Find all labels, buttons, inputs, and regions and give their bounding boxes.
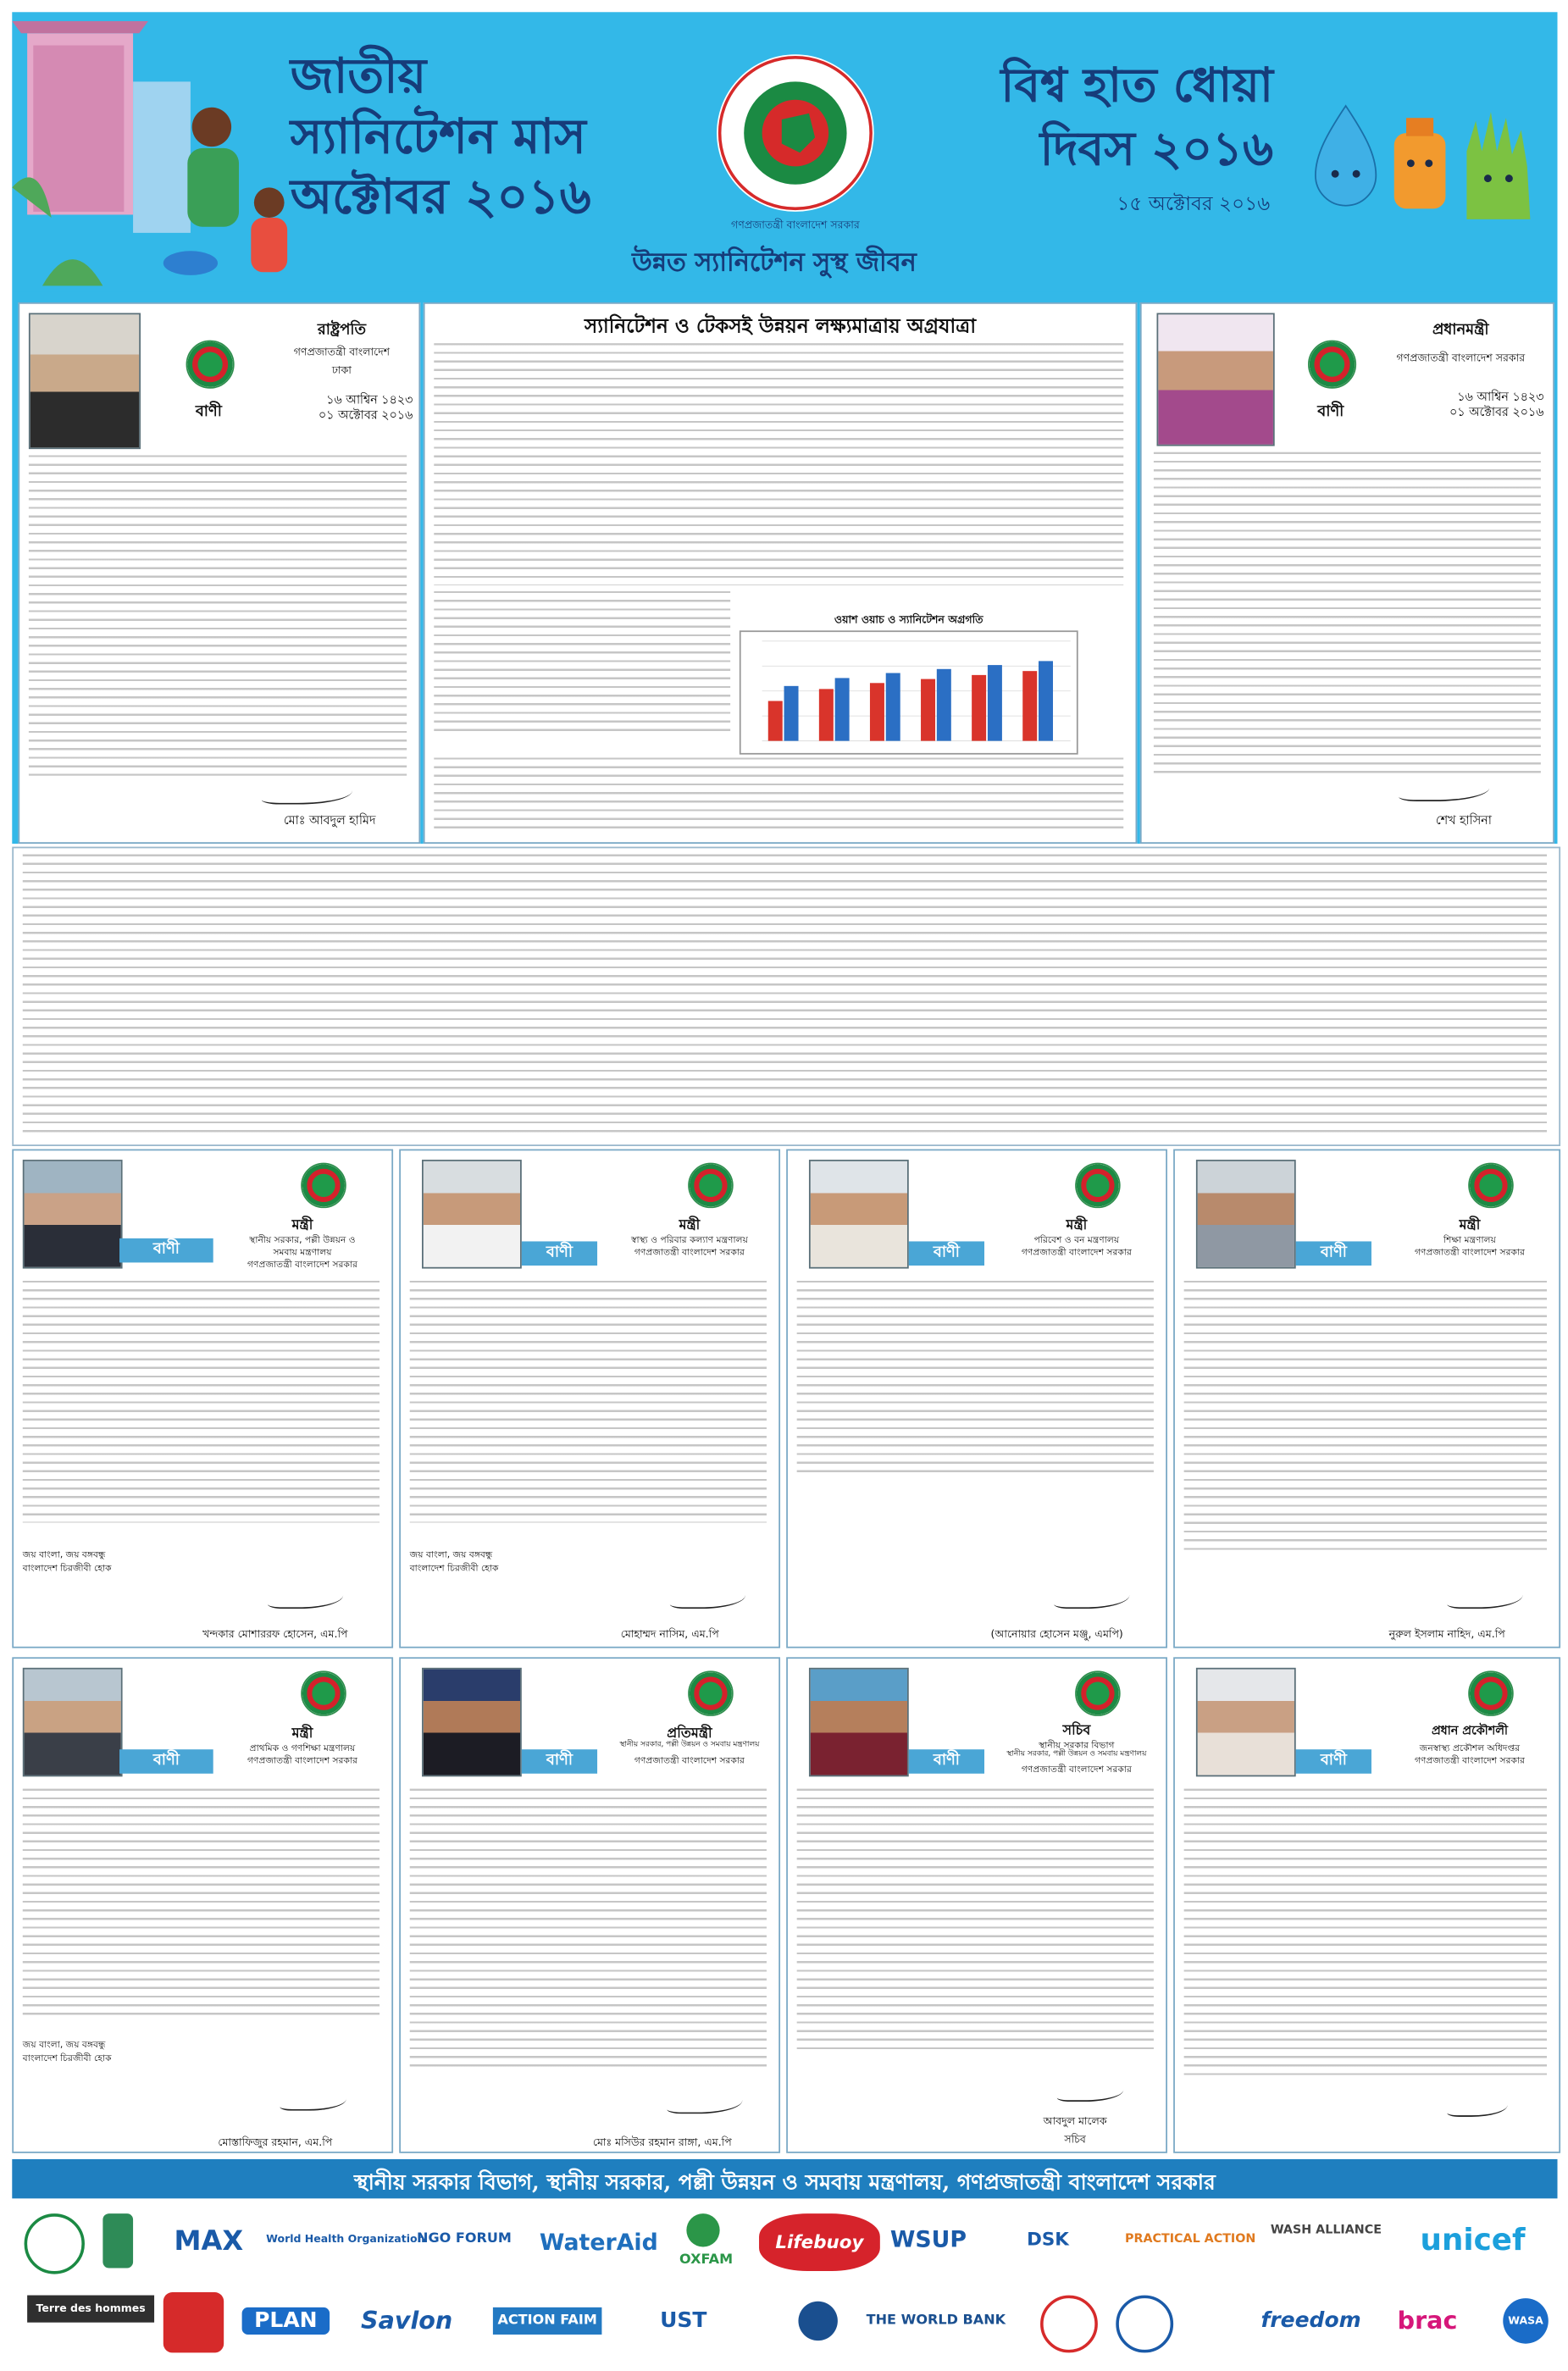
chart-bar [819,689,834,740]
president-message-body [29,455,407,775]
prime-minister-message-body [1154,452,1541,776]
minister-signature [1447,1586,1522,1609]
message-card-4 [1173,1149,1560,1648]
center-article [424,302,1138,844]
secretary-name: আবদুল মালেক [1043,2115,1107,2128]
chart-bar [972,675,986,741]
govt-seal-logo [25,2213,85,2274]
ministry-line-1: স্বাস্থ্য ও পরিবার কল্যাণ মন্ত্রণালয় [630,1235,748,1246]
partner-logo-mark [163,2292,224,2352]
closing-long-live: বাংলাদেশ চিরজীবী হোক [22,1563,112,1575]
closing-joy: জয় বাংলা, জয় বঙ্গবন্ধু [22,2039,106,2051]
president-date-2: ০১ অক্টোবর ২০১৬ [318,407,413,423]
ministry-logo [688,1163,734,1209]
minister-signature [1054,1586,1129,1609]
minister-photo [23,1668,123,1777]
partner-logo: WaterAid [539,2229,658,2257]
partner-logo: Lifebuoy [775,2231,864,2253]
secretary-photo [809,1668,909,1777]
chart-title: ওয়াশ ওয়াচ ও স্যানিটেশন অগ্রগতি [834,613,983,626]
president-message [18,302,420,844]
chart-bar [937,669,951,741]
chief-engineer-signature [1447,2097,1507,2117]
partner-logo: brac [1397,2306,1458,2335]
message-card-6 [399,1657,780,2152]
dphe-logo [103,2213,133,2268]
ministry-logo [1075,1670,1121,1716]
main-article-block [12,847,1560,1146]
minister-name: মোঃ মসিউর রহমান রাঙ্গা, এম.পি [592,2136,732,2149]
partner-logo: Terre des hommes [27,2296,154,2323]
ministry-logo [1468,1163,1514,1209]
message-body [23,1281,380,1523]
message-body [410,1281,767,1523]
bani-tag: বাণী [909,1241,984,1266]
slogan-text: উন্নত স্যানিটেশন সুস্থ জীবন [632,247,917,279]
prime-minister-date-2: ০১ অক্টোবর ২০১৬ [1449,405,1544,419]
message-body [797,1789,1154,2055]
prime-minister-title: প্রধানমন্ত্রী [1432,322,1489,339]
secretary-signature [1057,2082,1124,2102]
message-card-3 [786,1149,1167,1648]
ministry-logo [186,341,235,389]
minister-photo [1196,1160,1296,1269]
minister-title: মন্ত্রী [291,1218,313,1234]
partner-logo-mark [1116,2296,1173,2353]
closing-long-live: বাংলাদেশ চিরজীবী হোক [409,1563,499,1575]
progress-chart [740,613,1078,754]
ministry-line-2: গণপ্রজাতন্ত্রী বাংলাদেশ সরকার [1414,1755,1525,1766]
ministry-logo [1468,1670,1514,1716]
president-name: মোঃ আবদুল হামিদ [283,813,376,828]
bani-tag: বাণী [522,1241,597,1266]
ministry-logo [301,1163,346,1209]
partner-logo: OXFAM [679,2252,734,2269]
prime-minister-photo [1156,313,1274,446]
chief-engineer-photo [1196,1668,1296,1777]
minister-title: মন্ত্রী [1459,1218,1481,1234]
chart-bar [1039,661,1053,740]
president-photo [29,313,141,449]
oxfam-icon [686,2213,719,2246]
president-date-1: ১৬ আশ্বিন ১৪২৩ [326,393,413,407]
message-card-5 [12,1657,393,2152]
ministry-logo [1308,341,1356,389]
chart-bar [988,665,1002,741]
partner-logos-row-2 [12,2286,1557,2362]
bani-tag: বাণী [522,1749,597,1774]
partner-logo: WASH ALLIANCE [1270,2222,1382,2236]
bani-tag: বাণী [909,1749,984,1774]
minister-name: (আনোয়ার হোসেন মঞ্জু, এমপি) [990,1628,1123,1641]
prime-minister-date-1: ১৬ আশ্বিন ১৪২৩ [1457,390,1544,404]
chart-bar [886,673,900,741]
partner-logo: WASA [1508,2314,1543,2328]
chart-plot [741,632,1077,753]
closing-long-live: বাংলাদেশ চিরজীবী হোক [22,2052,112,2064]
article-body-bottom [434,757,1123,833]
article-headline: স্যানিটেশন ও টেকসই উন্নয়ন লক্ষ্যমাত্রায় অগ্রযাত্রা [584,316,977,339]
ministry-line-2: গণপ্রজাতন্ত্রী বাংলাদেশ সরকার [634,1247,745,1259]
sanitation-month-title [291,46,691,227]
partner-logo: DSK [1027,2229,1069,2251]
closing-joy: জয় বাংলা, জয় বঙ্গবন্ধু [409,1549,493,1561]
message-card-7 [786,1657,1167,2152]
president-title: রাষ্ট্রপতি [317,322,366,339]
message-body [410,1789,767,2067]
prime-minister-name: শেখ হাসিনা [1435,813,1492,828]
handwashing-line-2: দিবস ২০১৬ [1039,122,1273,177]
ministry-line-1: শিক্ষা মন্ত্রণালয় [1443,1235,1496,1246]
president-org-2: ঢাকা [331,364,352,377]
handwashing-date: ১৫ অক্টোবর ২০১৬ [1116,193,1271,217]
ministry-logo [301,1670,346,1716]
chart-bar [1022,671,1037,740]
minister-name: মোস্তাফিজুর রহমান, এম.পি [218,2136,333,2149]
minister-signature [667,2091,742,2114]
bani-tag: বাণী [119,1238,213,1263]
ministry-line-1: স্থানীয় সরকার, পল্লী উন্নয়ন ও [249,1235,356,1246]
bani-tag: বাণী [119,1749,213,1774]
ministry-line-2: সমবায় মন্ত্রণালয় [273,1247,332,1259]
ministry-line-2: গণপ্রজাতন্ত্রী বাংলাদেশ সরকার [247,1755,358,1766]
chart-bar [921,679,935,741]
main-article-body [23,855,1547,1136]
message-card-8 [1173,1657,1560,2152]
minister-photo [809,1160,909,1269]
messages-row-2 [12,1657,1557,2152]
title-line-3: অক্টোবর ২০১৬ [290,168,591,225]
title-line-1: জাতীয় [290,47,427,105]
ministry-line-1: জনস্বাস্থ্য প্রকৌশল অধিদপ্তর [1419,1743,1521,1754]
ministry-line-2: গণপ্রজাতন্ত্রী বাংলাদেশ সরকার [634,1755,745,1766]
title-line-2: স্যানিটেশন মাস [290,107,586,165]
partner-logo: UST [660,2308,707,2334]
minister-signature [268,1586,343,1609]
ministry-line-2: গণপ্রজাতন্ত্রী বাংলাদেশ সরকার [1414,1247,1525,1259]
message-card-1 [12,1149,393,1648]
minister-title: মন্ত্রী [1066,1218,1088,1234]
ministry-line-3: গণপ্রজাতন্ত্রী বাংলাদেশ সরকার [247,1259,358,1271]
president-org-1: গণপ্রজাতন্ত্রী বাংলাদেশ [293,346,391,359]
handwashing-day-title [895,54,1273,181]
minister-photo [422,1668,522,1777]
chart-bar [784,686,799,741]
ministry-line-1: স্থানীয় সরকার, পল্লী উন্নয়ন ও সমবায় মন্ত্রণালয় [619,1740,760,1750]
ministry-line-1: পরিবেশ ও বন মন্ত্রণালয় [1033,1235,1120,1246]
mascots-illustration [1300,91,1554,235]
partner-logo: unicef [1420,2221,1526,2257]
minister-signature [670,1586,745,1609]
minister-name: মোহাম্মদ নাসিম, এম.পি [620,1628,719,1641]
partner-logo: PLAN [242,2307,330,2335]
president-bani: বাণী [195,403,222,421]
ministry-line-1: স্থানীয় সরকার বিভাগ [1039,1740,1115,1751]
chart-bar [870,683,884,740]
ministry-line-1: প্রাথমিক ও গণশিক্ষা মন্ত্রণালয় [249,1743,356,1754]
bani-tag: বাণী [1296,1749,1371,1774]
partner-logo: THE WORLD BANK [866,2313,1006,2329]
top-strip [0,0,1568,12]
minister-title: প্রতিমন্ত্রী [667,1726,712,1742]
world-bank-globe-icon [798,2302,837,2341]
minister-title: মন্ত্রী [679,1218,701,1234]
minister-title: মন্ত্রী [291,1726,313,1742]
chart-bar [835,678,850,740]
chart-bar [768,701,783,741]
secretary-title: সচিব [1062,1723,1091,1739]
partner-logo: PRACTICAL ACTION [1125,2231,1256,2246]
bani-tag: বাণী [1296,1241,1371,1266]
partner-logo-mark [1040,2296,1098,2353]
message-card-2 [399,1149,780,1648]
ministry-line-2: স্থানীয় সরকার, পল্লী উন্নয়ন ও সমবায় মন্ত্রণালয় [1006,1749,1147,1759]
prime-minister-bani: বাণী [1317,403,1344,421]
partner-logo: MAX [174,2225,244,2257]
partner-logo: WSUP [889,2225,967,2253]
partner-logo: NGO FORUM [417,2231,512,2247]
messages-row-1 [12,1149,1557,1648]
seal-text: গণপ্রজাতন্ত্রী বাংলাদেশ সরকার [731,219,860,232]
message-body [23,1789,380,2016]
ministry-logo [1075,1163,1121,1209]
chief-engineer-title: প্রধান প্রকৌশলী [1431,1723,1508,1737]
government-seal [715,53,875,213]
article-body-top [434,343,1123,585]
message-body [797,1281,1154,1477]
ministry-logo [688,1670,734,1716]
partner-logo: ACTION FAIM [493,2307,602,2335]
prime-minister-signature [1399,778,1489,801]
partner-logo: World Health Organization [266,2233,425,2246]
message-body [1184,1789,1547,2076]
message-body [1184,1281,1547,1553]
footer-banner-text: স্থানীয় সরকার বিভাগ, স্থানীয় সরকার, পল্লী উন্নয়ন ও সমবায় মন্ত্রণালয়, গণপ্রজাতন্ত্রী বাংলাদেশ সরকার [354,2171,1216,2196]
minister-name: খন্দকার মোশাররফ হোসেন, এম.পি [202,1628,348,1641]
partner-logos-row-1 [12,2208,1557,2280]
partner-logo: Savlon [361,2306,453,2335]
minister-photo [23,1160,123,1269]
partner-logo: freedom [1260,2308,1361,2334]
prime-minister-org: গণপ্রজাতন্ত্রী বাংলাদেশ সরকার [1396,352,1526,365]
secretary-name-sub: সচিব [1064,2133,1086,2146]
minister-name: নুরুল ইসলাম নাহিদ, এম.পি [1388,1628,1505,1641]
handwashing-line-1: বিশ্ব হাত ধোয়া [1000,58,1273,114]
closing-joy: জয় বাংলা, জয় বঙ্গবন্ধু [22,1549,106,1561]
article-body-left [434,591,730,734]
minister-signature [280,2091,346,2111]
president-signature [262,782,352,805]
minister-photo [422,1160,522,1269]
ministry-line-2: গণপ্রজাতন্ত্রী বাংলাদেশ সরকার [1021,1247,1132,1259]
ministry-line-3: গণপ্রজাতন্ত্রী বাংলাদেশ সরকার [1021,1764,1132,1775]
prime-minister-message [1140,302,1554,844]
